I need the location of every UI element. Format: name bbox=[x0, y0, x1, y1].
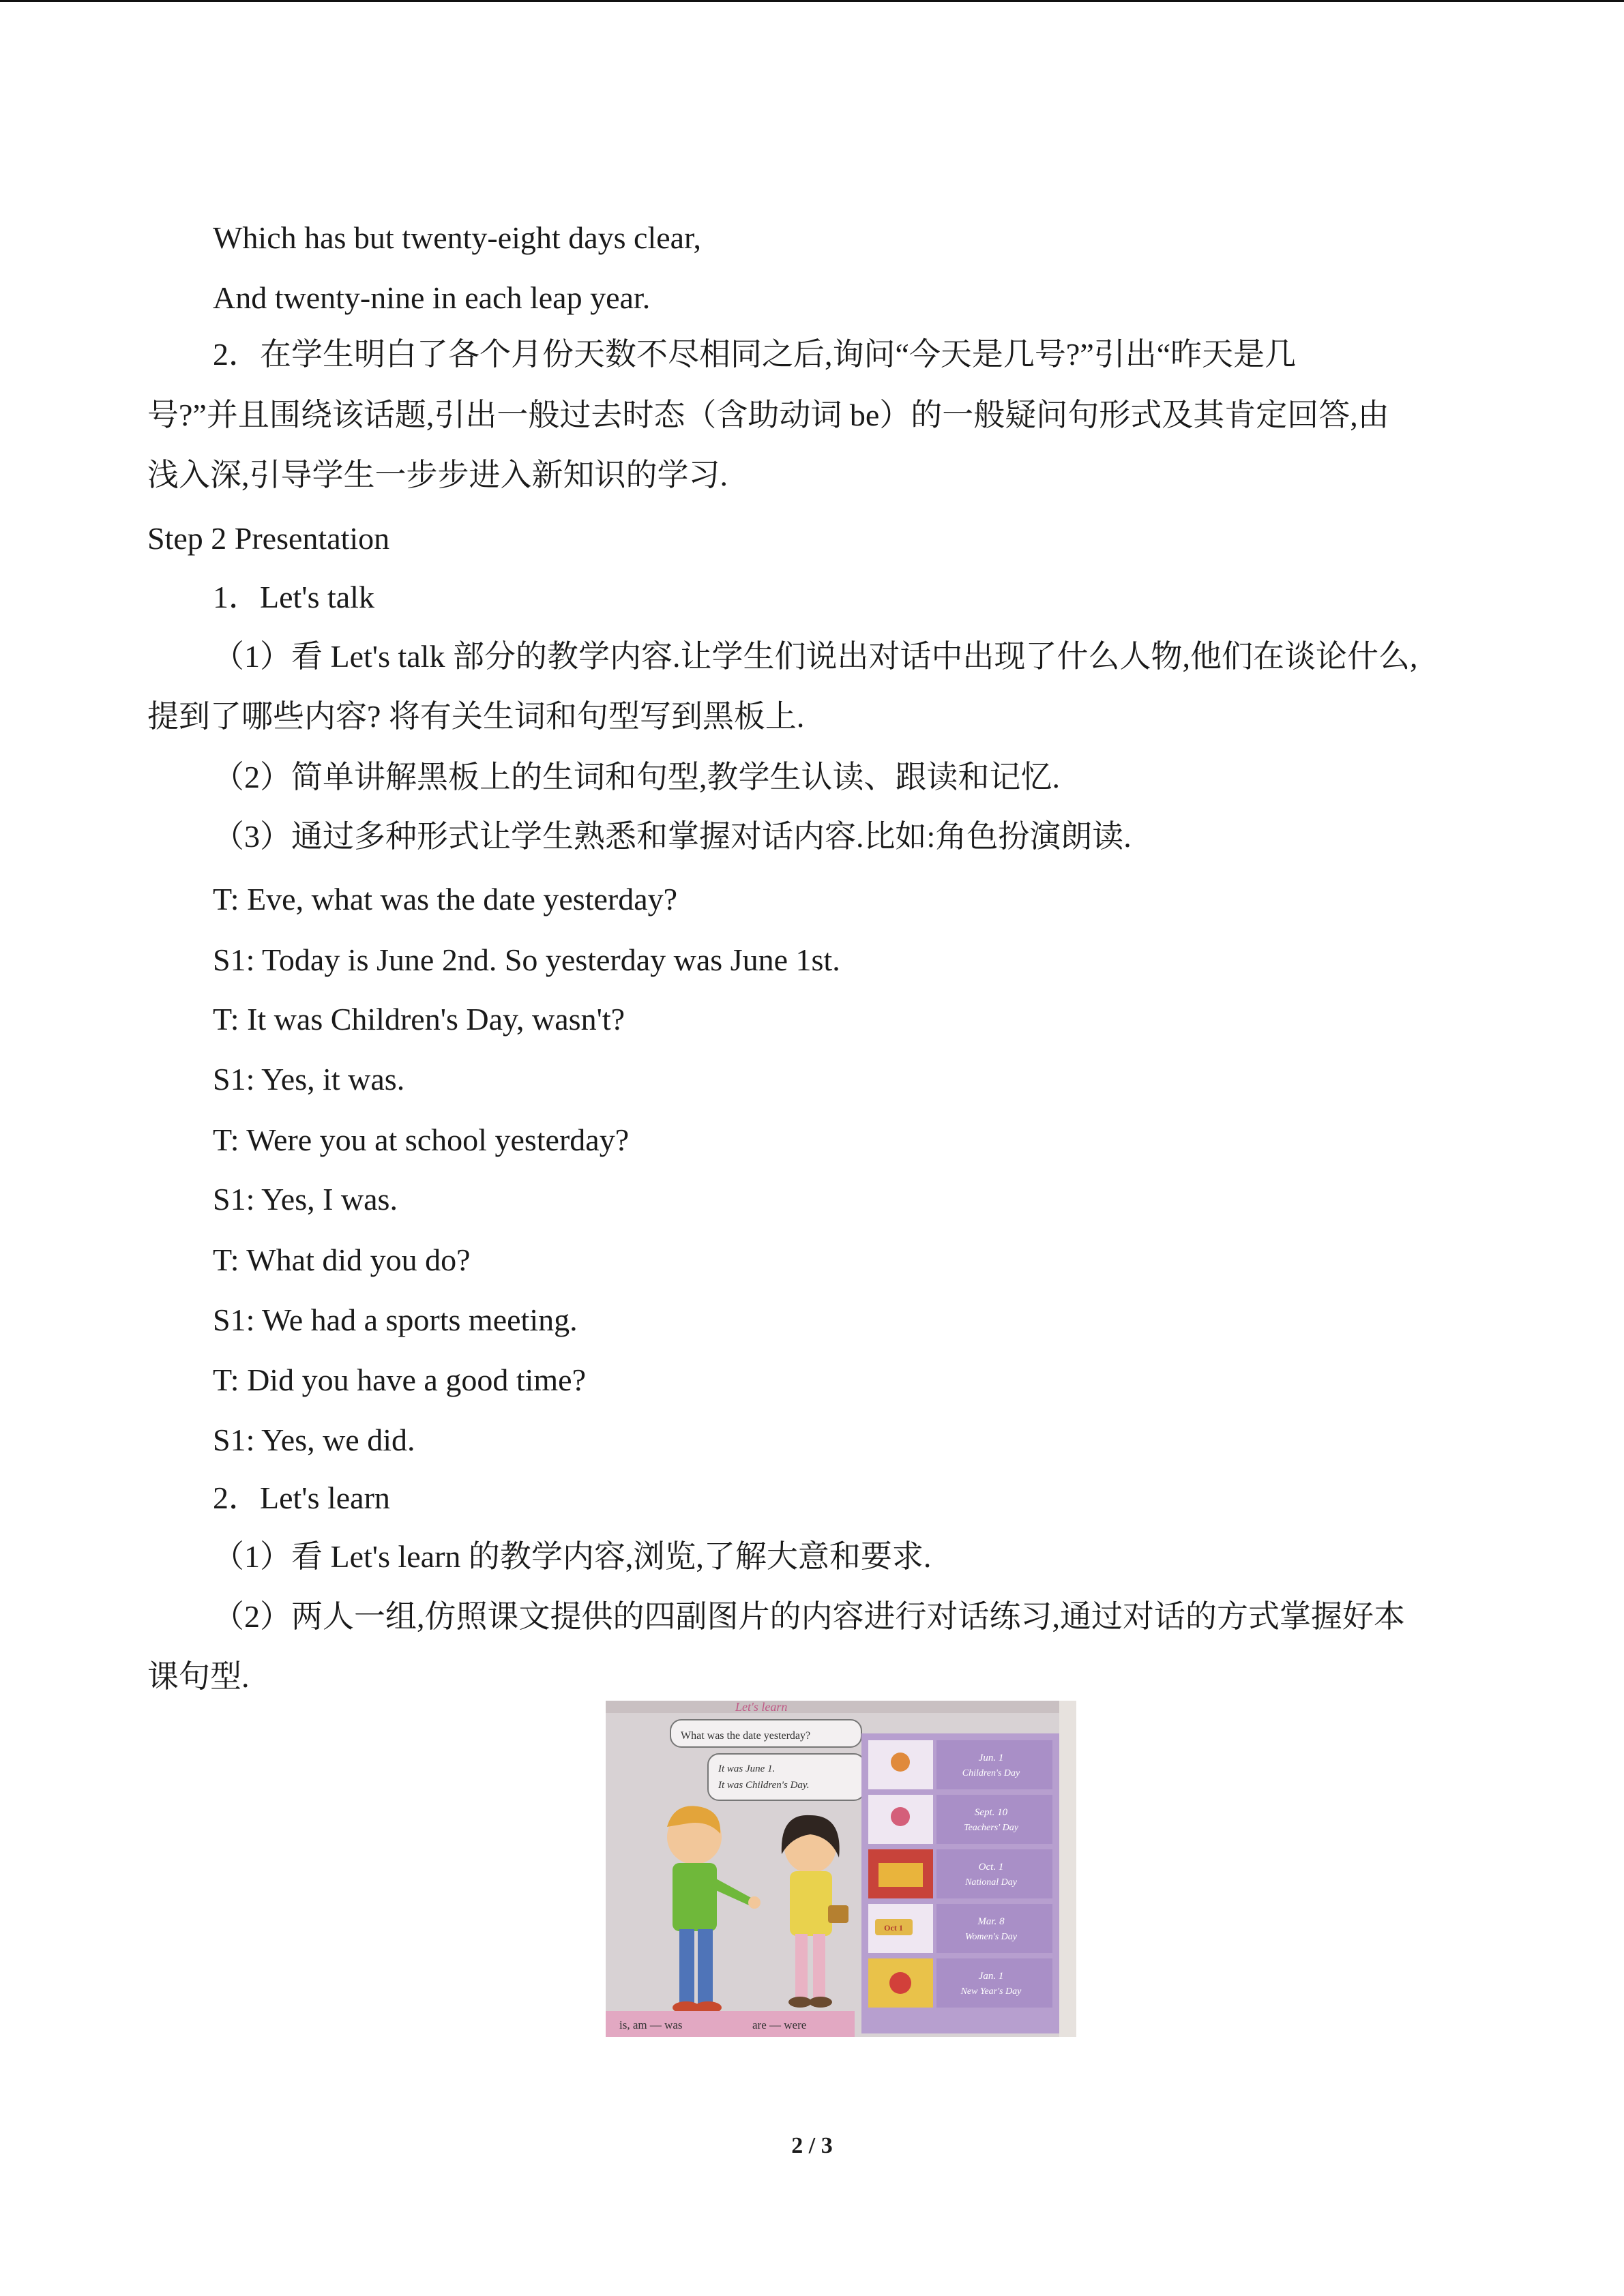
dialogue-line: T: What did you do? bbox=[213, 1242, 471, 1277]
holiday-date: Jan. 1 bbox=[978, 1971, 1004, 1982]
holiday-date: Sept. 10 bbox=[974, 1807, 1008, 1818]
figure-header-text: Let's learn bbox=[735, 1701, 788, 1714]
holiday-row bbox=[868, 1904, 1052, 1953]
textbook-photo bbox=[606, 1701, 1076, 2037]
subheading: 1．Let's talk bbox=[213, 580, 374, 614]
holiday-row bbox=[868, 1740, 1052, 1789]
badge-text: Oct 1 bbox=[884, 1923, 903, 1933]
holiday-date: Mar. 8 bbox=[977, 1916, 1005, 1927]
holiday-name: National Day bbox=[965, 1877, 1017, 1888]
bubble-answer2: It was Children's Day. bbox=[718, 1780, 810, 1791]
holiday-name: Women's Day bbox=[965, 1932, 1017, 1942]
paragraph-line: 提到了哪些内容? 将有关生词和句型写到黑板上. bbox=[147, 699, 805, 734]
holiday-name: Teachers' Day bbox=[964, 1823, 1018, 1833]
holiday-name: New Year's Day bbox=[960, 1986, 1022, 1997]
paragraph-line: （1）看 Let's learn 的教学内容,浏览,了解大意和要求. bbox=[213, 1539, 932, 1574]
holiday-row bbox=[868, 1958, 1052, 2008]
dialogue-line: T: Did you have a good time? bbox=[213, 1362, 587, 1397]
section-heading: Step 2 Presentation bbox=[147, 521, 390, 556]
paragraph-line: （2）两人一组,仿照课文提供的四副图片的内容进行对话练习,通过对话的方式掌握好本 bbox=[213, 1599, 1405, 1634]
subheading: 2．Let's learn bbox=[213, 1480, 390, 1515]
holiday-name: Children's Day bbox=[962, 1768, 1020, 1778]
dialogue-line: S1: Yes, I was. bbox=[213, 1182, 398, 1217]
dialogue-line: T: It was Children's Day, wasn't? bbox=[213, 1002, 625, 1037]
paragraph-line: 号?”并且围绕该话题,引出一般过去时态（含助动词 be）的一般疑问句形式及其肯定回答,由 bbox=[147, 398, 1389, 432]
bubble-answer1: It was June 1. bbox=[718, 1763, 776, 1774]
poem-line: Which has but twenty-eight days clear, bbox=[213, 220, 702, 255]
paragraph-line: 2．在学生明白了各个月份天数不尽相同之后,询问“今天是几号?”引出“昨天是几 bbox=[213, 337, 1297, 372]
dialogue-line: T: Eve, what was the date yesterday? bbox=[213, 882, 678, 916]
dialogue-line: S1: Yes, we did. bbox=[213, 1422, 415, 1457]
dialogue-line: S1: Today is June 2nd. So yesterday was June 1st. bbox=[213, 942, 840, 977]
paragraph-line: （1）看 Let's talk 部分的教学内容.让学生们说出对话中出现了什么人物,他们在谈论什么, bbox=[213, 639, 1418, 674]
dialogue-line: S1: We had a sports meeting. bbox=[213, 1302, 578, 1337]
holiday-date: Jun. 1 bbox=[978, 1753, 1004, 1763]
paragraph-line: 课句型. bbox=[147, 1659, 250, 1694]
paragraph-line: 浅入深,引导学生一步步进入新知识的学习. bbox=[147, 458, 728, 492]
grammar-text-2: are — were bbox=[752, 2018, 807, 2031]
bubble-question: What was the date yesterday? bbox=[681, 1730, 811, 1742]
page-number: 2 / 3 bbox=[791, 2133, 833, 2158]
holiday-date: Oct. 1 bbox=[978, 1862, 1004, 1873]
grammar-text-1: is, am — was bbox=[619, 2018, 683, 2031]
poem-line: And twenty-nine in each leap year. bbox=[213, 280, 651, 315]
paragraph-line: （2）简单讲解黑板上的生词和句型,教学生认读、跟读和记忆. bbox=[213, 760, 1060, 794]
dialogue-line: S1: Yes, it was. bbox=[213, 1062, 405, 1097]
dialogue-line: T: Were you at school yesterday? bbox=[213, 1122, 630, 1157]
paragraph-line: （3）通过多种形式让学生熟悉和掌握对话内容.比如:角色扮演朗读. bbox=[213, 819, 1132, 854]
holiday-row bbox=[868, 1849, 1052, 1898]
holiday-row bbox=[868, 1795, 1052, 1844]
